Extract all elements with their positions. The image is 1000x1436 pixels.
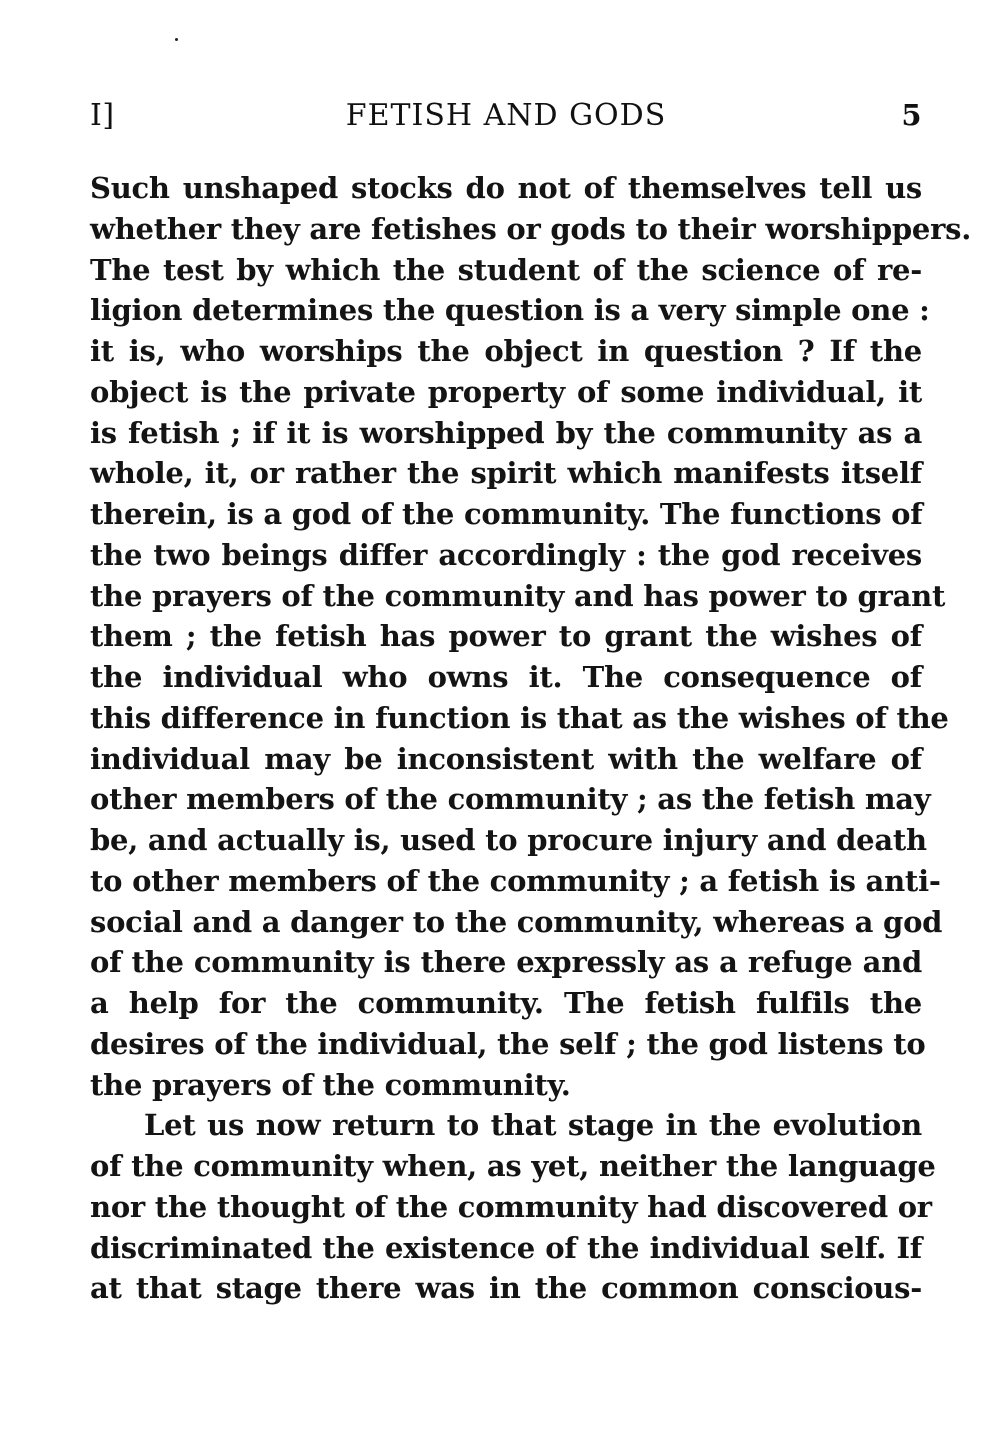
text-line: at that stage there was in the common conscious-: [90, 1271, 922, 1306]
text-line: desires of the individual, the self ; the god listens to: [90, 1026, 926, 1061]
text-line: is fetish ; if it is worshipped by the community as a: [90, 415, 922, 450]
paragraph-1: [90, 168, 972, 1105]
text-line: The test by which the student of the science of re-: [90, 252, 922, 287]
text-line: it is, who worships the object in question ? If the: [90, 334, 922, 368]
text-line: object is the private property of some individual, it: [90, 374, 922, 409]
text-line: whether they are fetishes or gods to their worshippers.: [90, 211, 972, 246]
paragraph-2: [90, 1105, 936, 1309]
running-header: [90, 98, 922, 142]
text-line: social and a danger to the community, whereas a god: [90, 904, 943, 939]
text-line: nor the thought of the community had discovered or: [90, 1189, 932, 1224]
text-line: the individual who owns it. The consequence of: [90, 660, 922, 694]
text-line: them ; the fetish has power to grant the wishes of: [90, 619, 922, 654]
text-line: individual may be inconsistent with the welfare of: [90, 741, 922, 776]
chapter-marker: I]: [90, 98, 115, 133]
text-line: Such unshaped stocks do not of themselves tell us: [90, 171, 922, 205]
text-line: the two beings differ accordingly : the god receives: [90, 537, 922, 572]
text-line: therein, is a god of the community. The functions of: [90, 497, 923, 531]
text-line: this difference in function is that as the wishes of the: [90, 700, 949, 735]
text-line: discriminated the existence of the individual self. If: [90, 1230, 922, 1265]
text-line: the prayers of the community and has power to grant: [90, 578, 946, 613]
text-line: a help for the community. The fetish fulfils the: [90, 986, 922, 1020]
body-text: [90, 168, 972, 1309]
text-line: ligion determines the question is a very simple one :: [90, 293, 930, 328]
text-line: of the community when, as yet, neither the language: [90, 1149, 936, 1183]
text-line: be, and actually is, used to procure injury and death: [90, 823, 927, 857]
text-line: the prayers of the community.: [90, 1067, 571, 1102]
text-line: to other members of the community ; a fetish is anti-: [90, 863, 941, 898]
text-line: whole, it, or rather the spirit which manifests itself: [90, 456, 922, 491]
text-line: other members of the community ; as the fetish may: [90, 782, 931, 817]
text-line: of the community is there expressly as a refuge and: [90, 945, 922, 980]
text-line: Let us now return to that stage in the evolution: [144, 1108, 922, 1143]
print-speck: [175, 38, 178, 41]
running-title: FETISH AND GODS: [345, 98, 667, 133]
page-number: 5: [901, 98, 922, 132]
